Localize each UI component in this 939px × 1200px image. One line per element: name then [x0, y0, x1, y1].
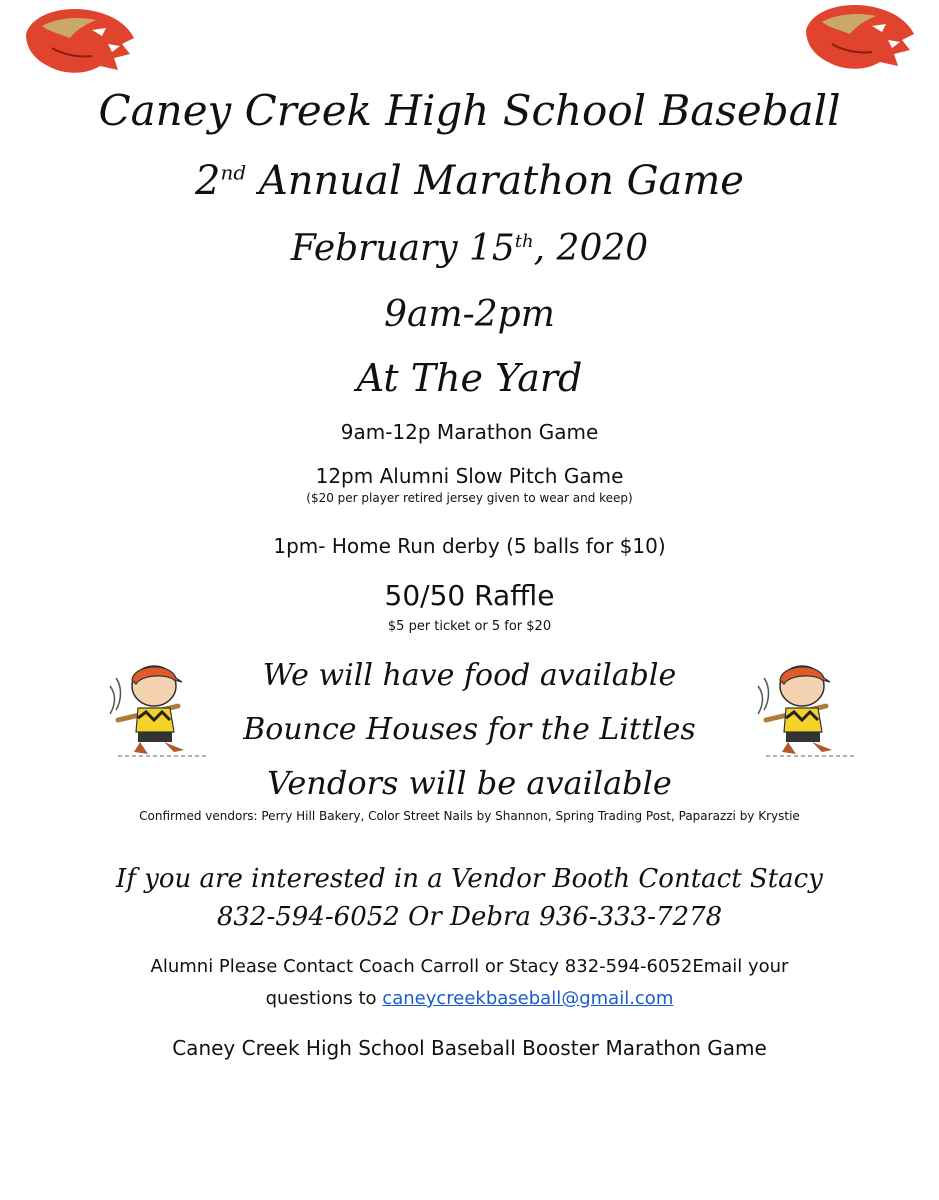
event-time: 9am-2pm: [384, 294, 555, 335]
schedule-item-alumni: 12pm Alumni Slow Pitch Game: [315, 464, 624, 488]
schedule-item-alumni-note: ($20 per player retired jersey given to wear and keep): [306, 491, 633, 505]
event-ordinal: nd: [220, 160, 247, 185]
schedule-item-marathon: 9am-12p Marathon Game: [340, 420, 599, 444]
date-ordinal: th: [514, 231, 534, 252]
raffle-price: $5 per ticket or 5 for $20: [387, 619, 552, 634]
raffle-title: 50/50 Raffle: [384, 579, 555, 612]
panther-logo-right: [802, 0, 918, 74]
confirmed-vendors: Confirmed vendors: Perry Hill Bakery, Color Street Nails by Shannon, Spring Trading Post, Paparazzi by Krystie: [139, 809, 800, 823]
date-year: , 2020: [533, 228, 649, 269]
vendor-contact-line2: 832-594-6052 Or Debra 936-333-7278: [216, 902, 723, 932]
footer-text: Caney Creek High School Baseball Booster Marathon Game: [172, 1036, 767, 1060]
schedule-item-derby: 1pm- Home Run derby (5 balls for $10): [273, 534, 666, 558]
vendor-contact-line1: If you are interested in a Vendor Booth Contact Stacy: [116, 864, 823, 894]
date-main: February 15: [290, 228, 515, 269]
alumni-contact-line1: Alumni Please Contact Coach Carroll or Stacy 832-594-6052Email your: [150, 956, 789, 977]
event-location: At The Yard: [356, 356, 583, 400]
bounce-houses: Bounce Houses for the Littles: [243, 712, 696, 747]
school-title: Caney Creek High School Baseball: [98, 86, 841, 135]
event-title: [0, 158, 939, 204]
food-available: We will have food available: [262, 658, 677, 693]
vendors-available: Vendors will be available: [267, 764, 672, 802]
panther-logo-left: [22, 4, 138, 78]
event-date: [0, 228, 939, 269]
event-name: Annual Marathon Game: [258, 158, 744, 204]
event-prefix: 2: [195, 158, 221, 204]
alumni-contact-line2: [0, 988, 939, 1009]
email-link[interactable]: caneycreekbaseball@gmail.com: [382, 988, 674, 1009]
alumni-contact-prefix: questions to: [265, 988, 383, 1009]
